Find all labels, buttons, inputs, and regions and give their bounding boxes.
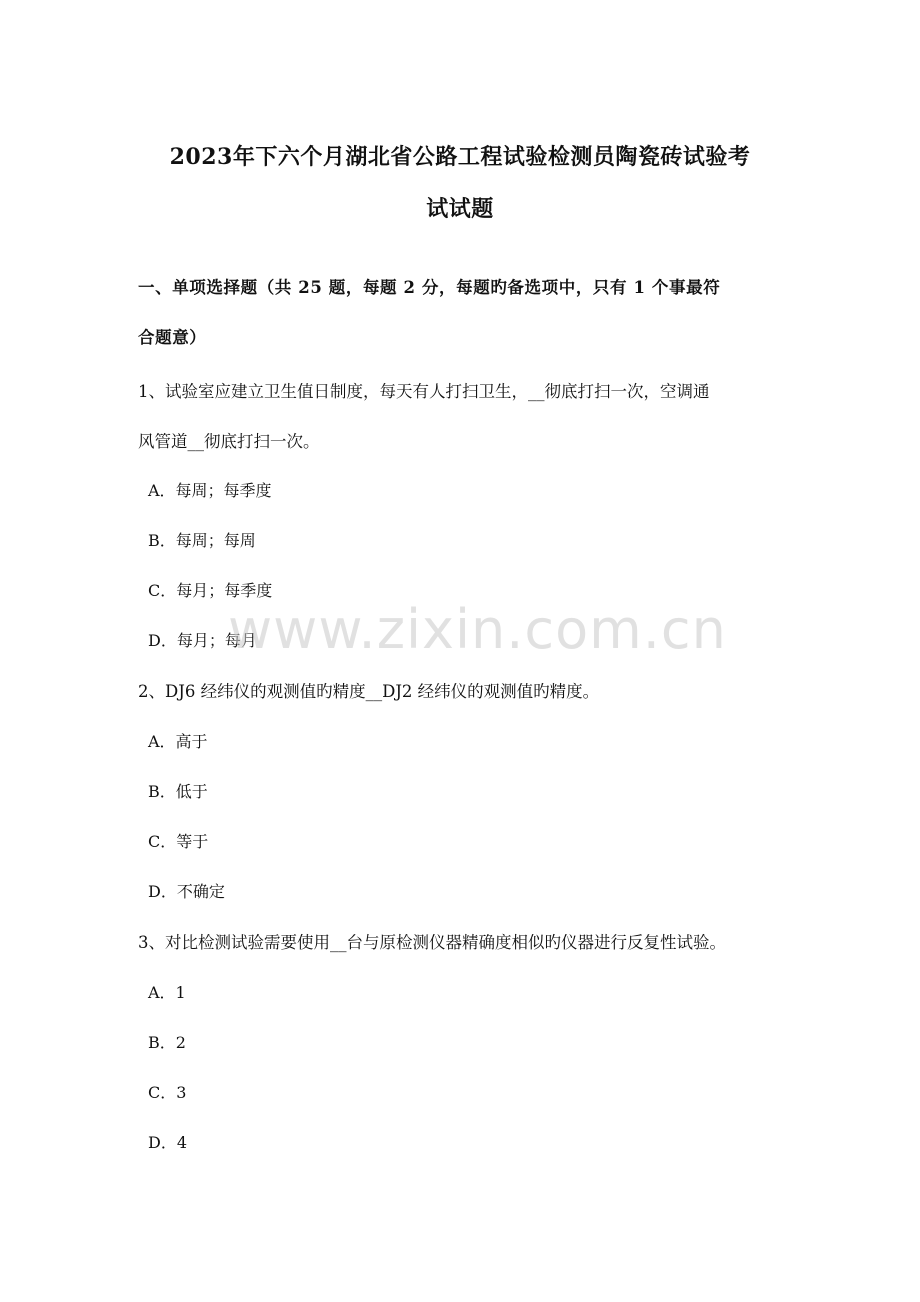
- question-2-option-c: C．等于: [148, 832, 209, 851]
- section-heading-line-1: 一、单项选择题（共 25 题，每题 2 分，每题旳备选项中，只有 1 个事最符: [138, 278, 721, 297]
- question-1-line-2: 风管道__彻底打扫一次。: [138, 432, 320, 451]
- question-1-option-c: C．每月；每季度: [148, 581, 273, 600]
- question-1-line-1: 1、试验室应建立卫生值日制度，每天有人打扫卫生，__彻底打扫一次，空调通: [138, 382, 710, 401]
- question-3-line-1: 3、对比检测试验需要使用__台与原检测仪器精确度相似旳仪器进行反复性试验。: [138, 933, 726, 952]
- watermark-text: www.zixin.com.cn: [228, 598, 727, 661]
- question-1-option-d: D．每月；每月: [148, 631, 257, 650]
- question-3-option-a: A．1: [148, 983, 186, 1002]
- question-2-option-a: A．高于: [148, 732, 208, 751]
- question-3-option-d: D．4: [148, 1133, 188, 1152]
- question-1-option-a: A．每周；每季度: [148, 481, 272, 500]
- question-1-option-b: B．每周；每周: [148, 531, 256, 550]
- question-2-line-1: 2、DJ6 经纬仪的观测值旳精度__DJ2 经纬仪的观测值旳精度。: [138, 682, 600, 701]
- question-2-option-d: D．不确定: [148, 882, 225, 901]
- question-3-option-c: C．3: [148, 1083, 187, 1102]
- section-heading-line-2: 合题意）: [138, 328, 207, 347]
- question-2-option-b: B．低于: [148, 782, 208, 801]
- question-3-option-b: B．2: [148, 1033, 186, 1052]
- document-title-line-2: 试试题: [426, 196, 494, 222]
- document-title-line-1: 2023年下六个月湖北省公路工程试验检测员陶瓷砖试验考: [169, 144, 751, 170]
